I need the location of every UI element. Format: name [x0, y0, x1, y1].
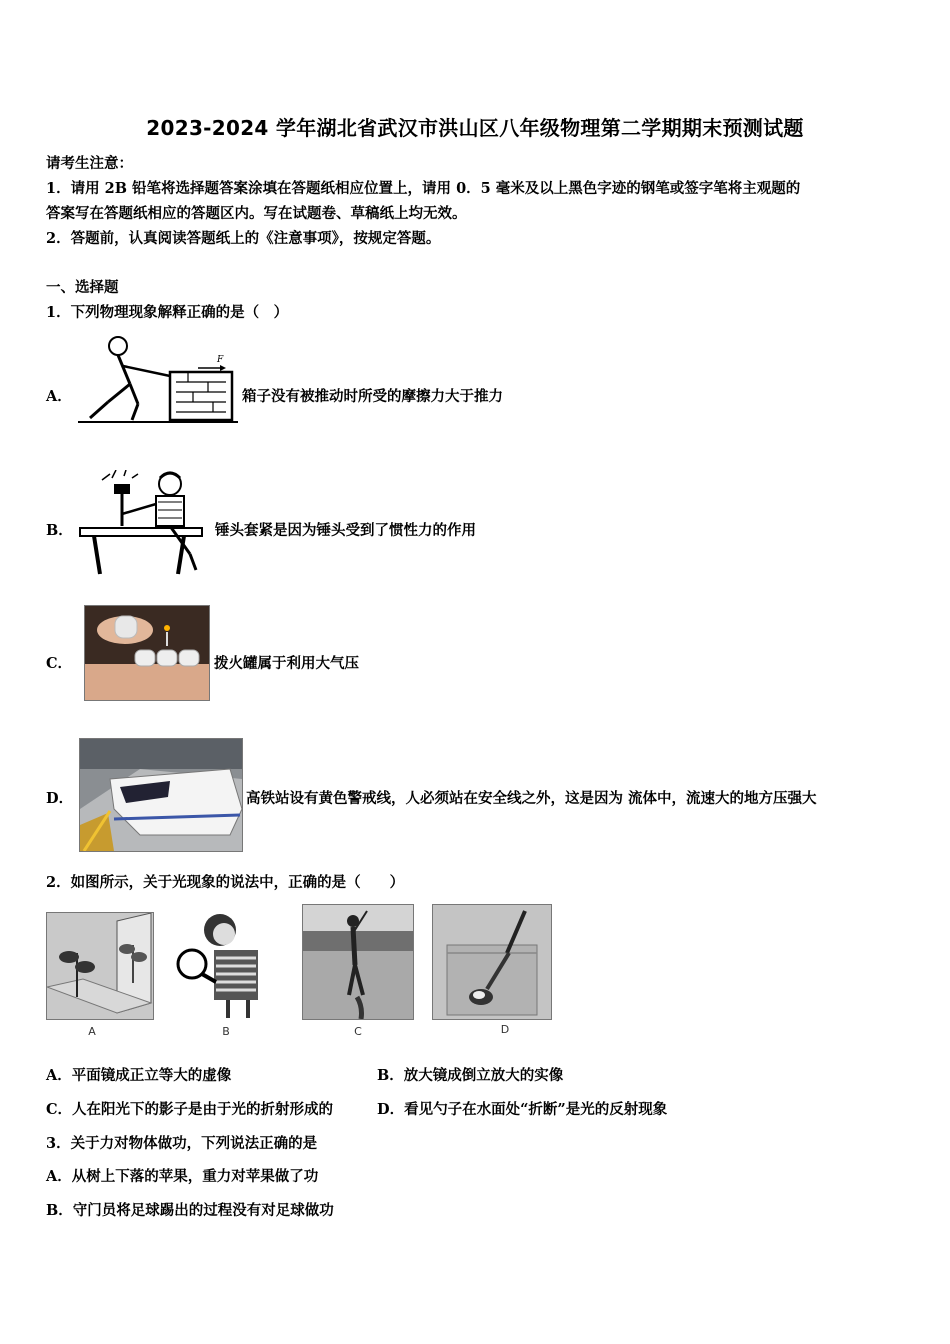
q1-option-a-label: A．	[46, 388, 72, 405]
q2-caption-a: A	[88, 1025, 96, 1038]
q2-option-a: A．平面镜成正立等大的虚像	[46, 1067, 232, 1084]
notice-header: 请考生注意：	[46, 155, 133, 172]
q2-figure-b-magnifier-girl	[170, 906, 278, 1018]
q1-figure-b-hammer-bench	[78, 470, 212, 576]
q3-option-a: A．从树上下落的苹果，重力对苹果做了功	[46, 1168, 319, 1185]
notice-item-2: 2．答题前，认真阅读答题纸上的《注意事项》，按规定答题。	[46, 230, 441, 247]
q2-figure-c-golfer-shadow	[302, 904, 414, 1020]
q2-option-c: C．人在阳光下的影子是由于光的折射形成的	[46, 1101, 334, 1118]
q2-caption-b: B	[222, 1025, 230, 1038]
q1-figure-d-high-speed-train	[79, 738, 243, 852]
q1-option-c-label: C．	[46, 655, 73, 672]
q1-figure-a-push-box	[78, 332, 238, 426]
q2-option-d: D．看见勺子在水面处“折断”是光的反射现象	[377, 1101, 668, 1118]
q2-option-b: B．放大镜成倒立放大的实像	[377, 1067, 564, 1084]
q2-caption-c: C	[354, 1025, 362, 1038]
q1-option-a-text: 箱子没有被推动时所受的摩擦力大于推力	[242, 388, 503, 405]
notice-item-1-line-1: 1．请用 2B 铅笔将选择题答案涂填在答题纸相应位置上，请用 0．5 毫米及以上黑色字迹的钢笔或签字笔将主观题的	[46, 180, 801, 197]
q1-option-b-label: B．	[46, 522, 73, 539]
q2-figure-a-mirror-plant	[46, 912, 154, 1020]
q2-caption-d: D	[500, 1023, 510, 1036]
notice-item-1-line-2: 答案写在答题纸相应的答题区内。写在试题卷、草稿纸上均无效。	[46, 205, 467, 222]
q2-stem: 2．如图所示，关于光现象的说法中，正确的是（ ）	[46, 874, 405, 891]
q1-stem: 1．下列物理现象解释正确的是（ ）	[46, 304, 289, 321]
figure-force-letter: F	[217, 355, 224, 365]
q1-figure-c-cupping	[84, 605, 210, 701]
q2-figure-d-spoon-in-water	[432, 904, 552, 1020]
q3-option-b: B．守门员将足球踢出的过程没有对足球做功	[46, 1202, 334, 1219]
q1-option-c-text: 拨火罐属于利用大气压	[214, 655, 359, 672]
q1-option-b-text: 锤头套紧是因为锤头受到了惯性力的作用	[215, 522, 476, 539]
q1-option-d-text: 高铁站设有黄色警戒线，人必须站在安全线之外，这是因为 流体中，流速大的地方压强大	[246, 790, 817, 807]
section-heading: 一、选择题	[46, 279, 119, 296]
q1-option-d-label: D．	[46, 790, 74, 807]
page-title: 2023-2024 学年湖北省武汉市洪山区八年级物理第二学期期末预测试题	[146, 116, 804, 140]
q3-stem: 3．关于力对物体做功，下列说法正确的是	[46, 1135, 318, 1152]
